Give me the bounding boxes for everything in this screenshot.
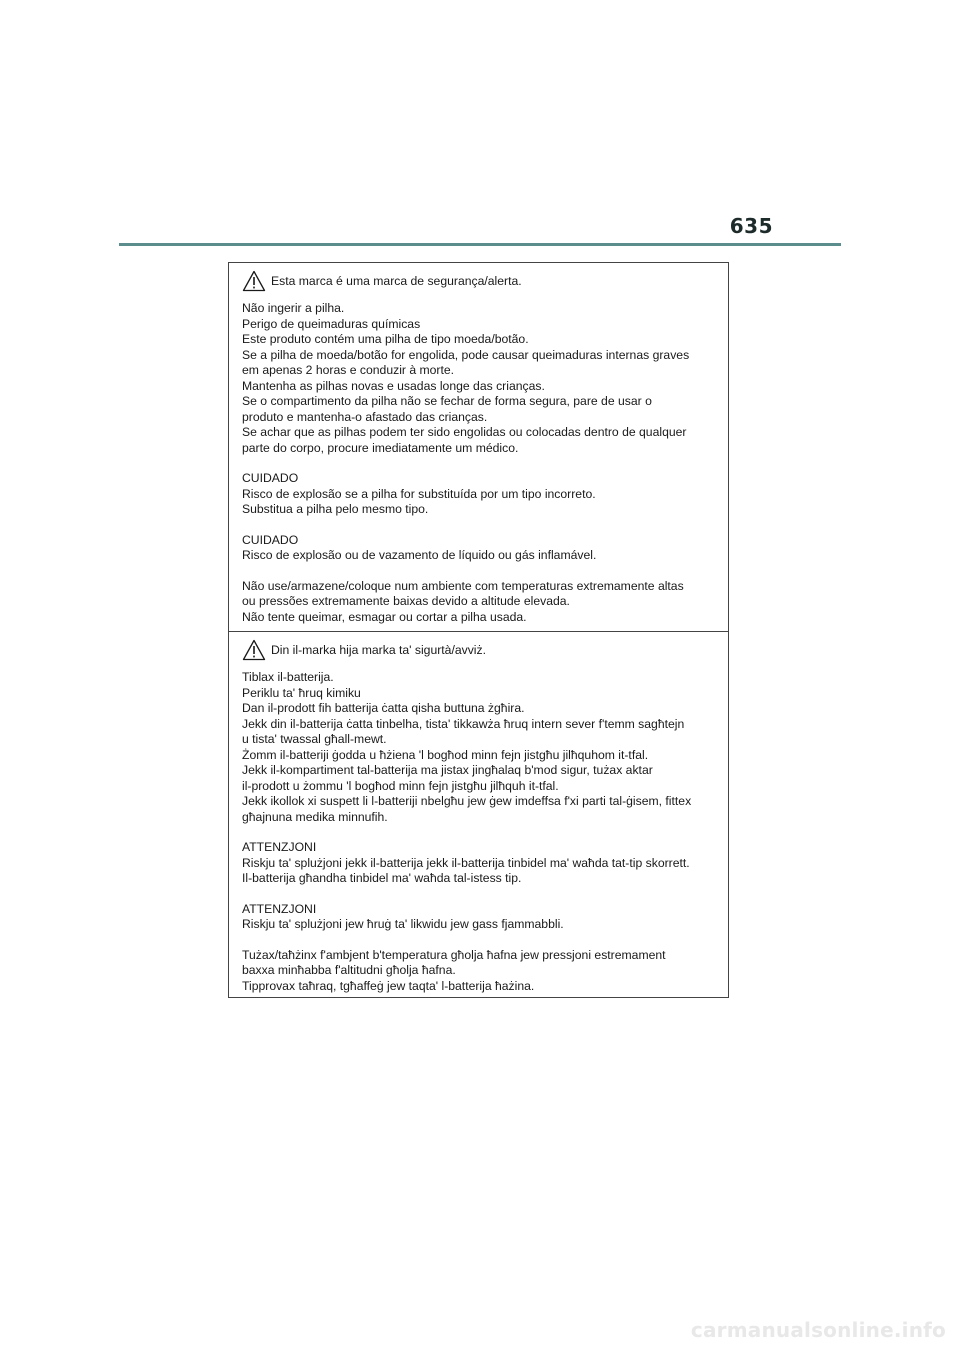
warning-paragraphs — [242, 670, 720, 994]
paragraph — [242, 948, 720, 995]
paragraph — [242, 533, 720, 564]
warning-triangle-icon — [242, 270, 266, 292]
text-line: Substitua a pilha pelo mesmo tipo. — [242, 502, 429, 516]
paragraph — [242, 840, 720, 887]
text-line: Se o compartimento da pilha não se fechar de forma segura, pare de usar o — [242, 394, 652, 408]
warning-header — [242, 638, 720, 662]
warning-header — [242, 269, 720, 293]
text-line: Este produto contém uma pilha de tipo moeda/botão. — [242, 332, 529, 346]
text-line: Il-batterija għandha tinbidel ma' waħda tal-istess tip. — [242, 871, 522, 885]
text-line: Risco de explosão se a pilha for substituída por um tipo incorreto. — [242, 486, 596, 501]
text-line: Riskju ta' splużjoni jew ħruġ ta' likwidu jew gass fjammabbli. — [242, 917, 564, 931]
battery-warning-box — [228, 262, 729, 998]
warning-paragraphs — [242, 301, 720, 625]
text-line: Periklu ta' ħruq kimiku — [242, 685, 361, 700]
paragraph — [242, 301, 720, 456]
text-line: Dan il-prodott fih batterija ċatta qisha buttuna żgħira. — [242, 701, 525, 715]
text-line: Jekk din il-batterija ċatta tinbelha, tista' tikkawża ħruq intern sever f'temm sagħtejn — [242, 716, 685, 731]
text-line: Se achar que as pilhas podem ter sido engolidas ou colocadas dentro de qualquer — [242, 425, 687, 439]
text-line: ATTENZJONI — [242, 840, 317, 854]
paragraph — [242, 471, 720, 518]
paragraph — [242, 670, 720, 825]
page-number: 635 — [729, 214, 773, 238]
text-line: Perigo de queimaduras químicas — [242, 316, 421, 331]
paragraph — [242, 579, 720, 626]
warning-label: Din il-marka hija marka ta' sigurtà/avviż. — [271, 643, 486, 657]
text-line: Não ingerir a pilha. — [242, 301, 345, 315]
text-line: Jekk ikollok xi suspett li l-batteriji nbelgħu jew ġew imdeffsa f'xi parti tal-ġisem, fittex — [242, 794, 692, 808]
warning-section-portuguese — [229, 263, 728, 631]
text-line: Tiblax il-batterija. — [242, 670, 334, 684]
text-line: CUIDADO — [242, 471, 299, 485]
text-line: produto e mantenha-o afastado das crianças. — [242, 409, 488, 424]
text-line: Mantenha as pilhas novas e usadas longe das crianças. — [242, 378, 545, 393]
paragraph — [242, 902, 720, 933]
text-line: Risco de explosão ou de vazamento de líquido ou gás inflamável. — [242, 548, 597, 562]
watermark: carmanualsonline.info — [690, 1318, 946, 1342]
text-line: ATTENZJONI — [242, 901, 317, 916]
warning-label: Esta marca é uma marca de segurança/alerta. — [271, 274, 522, 288]
text-line: em apenas 2 horas e conduzir à morte. — [242, 363, 455, 377]
text-line: CUIDADO — [242, 532, 299, 547]
warning-triangle-icon — [242, 639, 266, 661]
text-line: Não tente queimar, esmagar ou cortar a pilha usada. — [242, 609, 527, 624]
text-line: Żomm il-batteriji ġodda u ħżiena 'l bogħod minn fejn jistgħu jilħquhom it-tfal. — [242, 747, 649, 762]
text-line: Jekk il-kompartiment tal-batterija ma jistax jingħalaq b'mod sigur, tużax aktar — [242, 763, 653, 777]
text-line: il-prodott u żommu 'l bogħod minn fejn jistgħu jilħquh it-tfal. — [242, 778, 559, 793]
text-line: u tista' twassal għall-mewt. — [242, 732, 387, 746]
text-line: Não use/armazene/coloque num ambiente com temperaturas extremamente altas — [242, 578, 684, 593]
text-line: parte do corpo, procure imediatamente um médico. — [242, 440, 519, 455]
text-line: Se a pilha de moeda/botão for engolida, pode causar queimaduras internas graves — [242, 347, 690, 362]
text-line: għajnuna medika minnufih. — [242, 809, 388, 824]
text-line: Tipprovax taħraq, tgħaffeġ jew taqta' l-batterija ħażina. — [242, 978, 535, 993]
text-line: ou pressões extremamente baixas devido a altitude elevada. — [242, 594, 570, 608]
text-line: baxxa minħabba f'altitudni għolja ħafna. — [242, 963, 456, 977]
text-line: Riskju ta' splużjoni jekk il-batterija jekk il-batterija tinbidel ma' waħda tat-tip skorrett. — [242, 855, 690, 870]
warning-section-maltese — [229, 631, 728, 997]
text-line: Tużax/taħżinx f'ambjent b'temperatura għolja ħafna jew pressjoni estremament — [242, 947, 666, 962]
header-rule — [119, 243, 841, 246]
